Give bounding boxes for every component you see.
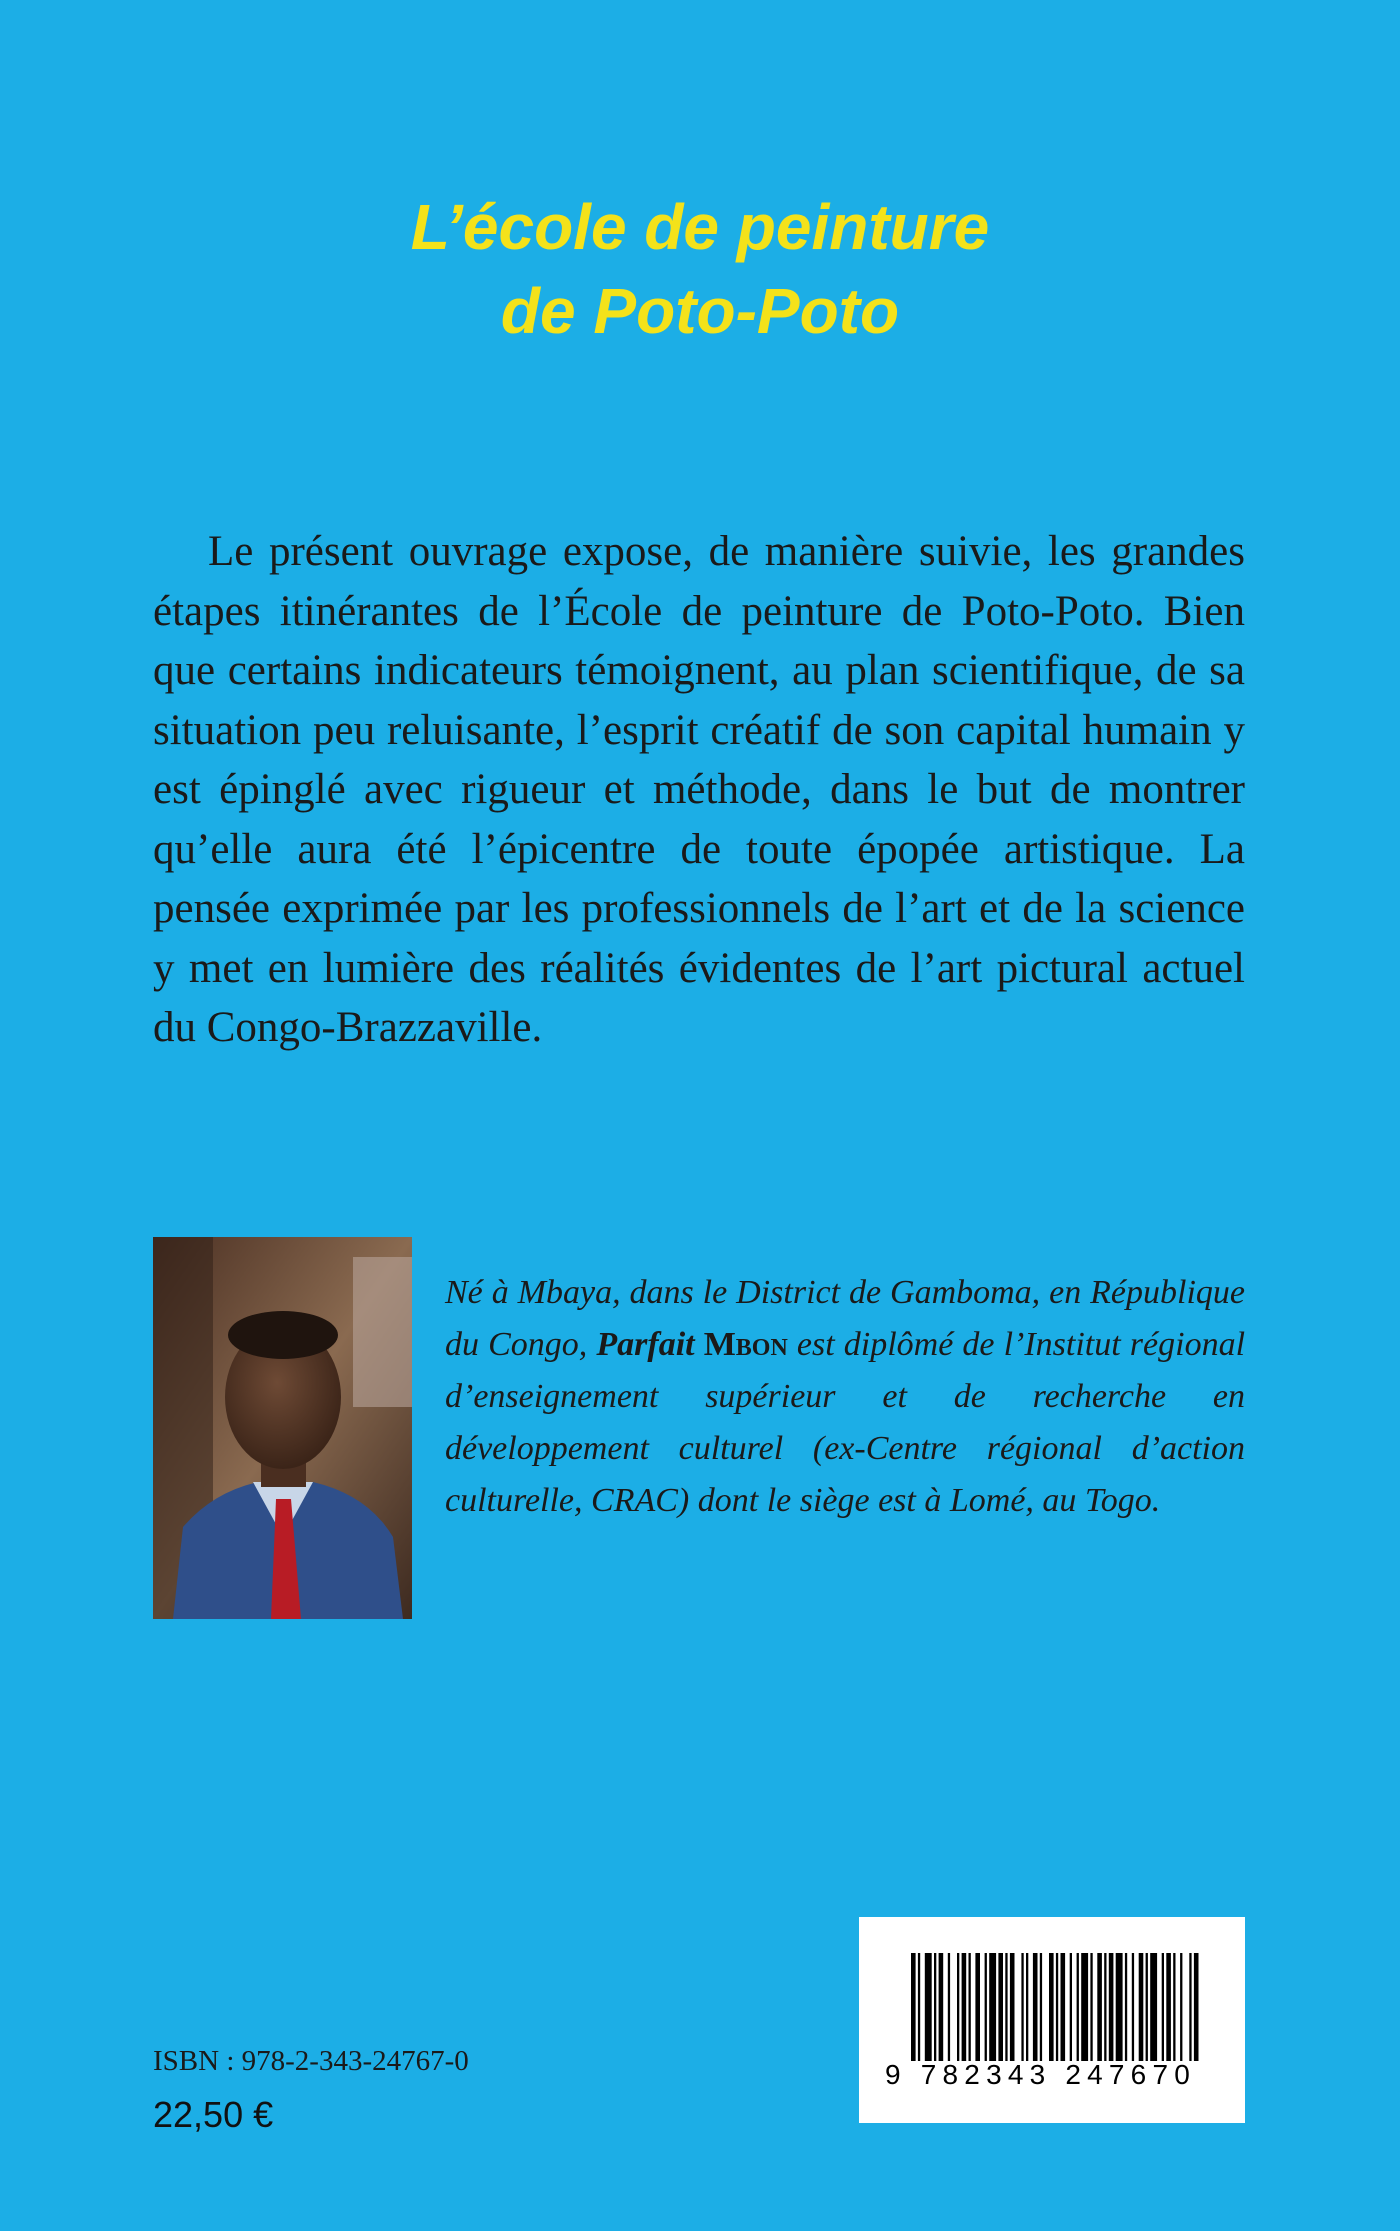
isbn: ISBN : 978-2-343-24767-0 [153, 2045, 469, 2077]
barcode [859, 1917, 1245, 2123]
book-title [0, 185, 1400, 353]
title-line-2: de Poto-Poto [500, 275, 900, 347]
author-first-name: Parfait [596, 1326, 695, 1363]
author-last-name: Mbon [703, 1326, 788, 1363]
author-bio [445, 1267, 1245, 1527]
barcode-digits: 9 782343 247670 [885, 2059, 1196, 2090]
book-blurb: Le présent ouvrage expose, de manière suivie, les grandes étapes itinérantes de l’École de peinture de Poto-Poto. Bien que certains indicateurs témoignent, au plan scientifique, de sa situation peu reluisante, l’esprit créatif de son capital humain y est épinglé avec rigueur et méthode, dans le but de montrer qu’elle aura été l’épicentre de toute épopée artistique. La pensée exprimée par les professionnels de l’art et de la science y met en lumière des réalités évidentes de l’art pictural actuel du Congo-Brazzaville. [153, 528, 1245, 1051]
title-line-1: L’école de peinture [410, 191, 990, 263]
author-photo [153, 1237, 412, 1619]
bio-intro: Né à Mbaya, dans le District de Gamboma, en République du Congo, [445, 1274, 1245, 1363]
barcode-bars [859, 1917, 1245, 2123]
bio-rest: est diplômé de l’Institut régional d’enseignement supérieur et de recherche en développement culturel (ex-Centre régional d’action culturelle, CRAC) dont le siège est à Lomé, au Togo. [445, 1326, 1246, 1519]
price: 22,50 € [153, 2094, 274, 2135]
